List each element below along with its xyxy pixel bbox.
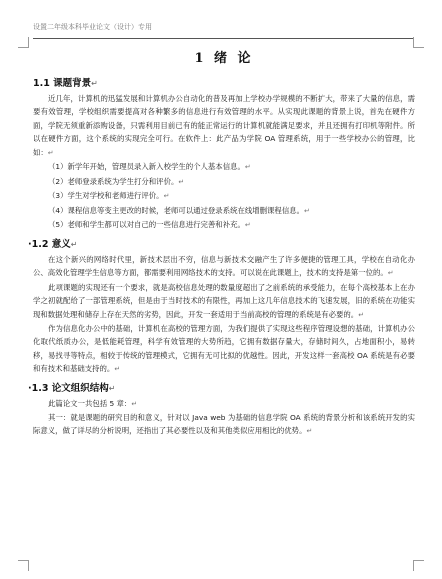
return-mark-icon: ↵ [70, 240, 78, 249]
list-item-text: （5）老师和学生都可以对自己的一些信息进行完善和补充。 [48, 220, 245, 230]
paragraph-text: 其一：就是课题的研究目的和意义，针对以 Java web 为基础的信息学院 OA 系统的背景分析和该系统开发的实际意义，做了详尽的分析说明，还指出了其必要性以及和其他类似应用相比的优势。 [33, 413, 415, 436]
paragraph [33, 322, 415, 377]
section-bullet: · [28, 382, 32, 394]
list-item-text: （4）课程信息等变主更改的时候，老师可以通过登录系统在线增删课程信息。 [48, 205, 304, 215]
section-heading-text: 1.1 课题背景 [33, 78, 92, 89]
return-mark-icon: ↵ [91, 79, 98, 88]
return-mark-icon: ↵ [178, 177, 185, 186]
return-mark-icon: ↵ [244, 221, 251, 230]
paragraph [33, 92, 415, 160]
paragraph-text: 近几年，计算机的迅猛发展和计算机办公自动化的普及再加上学校办学规模的不断扩大，带来了大量的信息，需要有效管理，学校组织需要提高对各种繁多的信息进行有效管理的水平。从实现此课题的背景上说，首先在硬件方面，学院无须重新添购设备，只需利用目前已有的能正常运行的计算机就能满足要求，并且还拥有打印机等附件。所以在硬件方面，这个系统的实现完全可行。在软件上：此产品为学院 OA 管理系统，用于一些学校办公的管理，比如： [33, 94, 415, 157]
list-item-text: （2）老师登录系统为学生打分和评价。 [48, 176, 179, 186]
list-item [33, 175, 415, 190]
section-title-1-1 [33, 75, 415, 89]
paragraph [33, 411, 415, 439]
return-mark-icon: ↵ [306, 427, 313, 436]
paragraph [33, 397, 415, 411]
paragraph-text: 在这个新兴的网络时代里，新技术层出不穷，信息与新技术交融产生了许多便捷的管理工具，学校在自动化办公、高效化管理学生信息等方面，都需要利用网络技术的支持。可以说在此课题上，技术的支持是第一位的。 [33, 255, 415, 278]
list-item-text: （1）新学年开始，管理员录入新入校学生的个人基本信息。 [48, 162, 245, 172]
crop-mark-bottom-right [413, 560, 424, 571]
chapter-title: 1 绪 论 [194, 51, 254, 66]
return-mark-icon: ↵ [114, 365, 121, 374]
list-item [33, 189, 415, 204]
return-mark-icon: ↵ [358, 310, 365, 319]
return-mark-icon: ↵ [131, 399, 138, 408]
list-item-text: （3）学生对学校和老师进行评价。 [48, 191, 164, 201]
return-mark-icon: ↵ [304, 206, 310, 215]
page-content [28, 41, 415, 439]
paragraph-text: 作为信息化办公中的基础，计算机在高校的管理方面，为我们提供了实现这些程序管理设想的基础，计算机办公化取代纸质办公，是低能耗管理，科学有效管理的大势所趋，它拥有数据存量大，存储时间久，占地面积小，易转移，易找寻等特点，相较于传统的管理模式，它拥有无可比拟的优越性。因此，开发这样一套高校 OA 系统是有必要和有技术和基础支持的。 [33, 324, 415, 374]
return-mark-icon: ↵ [108, 383, 116, 393]
paragraph-text: 此篇论文一共包括 5 章： [48, 398, 132, 408]
return-mark-icon: ↵ [244, 163, 251, 172]
crop-mark-top-left [18, 37, 29, 48]
list-item [33, 160, 415, 175]
crop-mark-bottom-left [18, 560, 29, 571]
section-title-1-3 [28, 380, 415, 394]
paragraph [33, 281, 415, 322]
paragraph [33, 253, 415, 281]
page-header: 设置二年级本科毕业论文（设计）专用 [33, 20, 413, 39]
return-mark-icon: ↵ [387, 269, 394, 278]
paragraph-text: 此项课题的实现还有一个要求，就是高校信息处理的数量度超出了之前系统的承受能力，在每个高校基本上在办学之初就配给了一部管理系统，但是由于当时技术的有限性，再加上这几年信息技术的飞速发展，旧的系统在功能实现和数据处理和储存上存在天然的劣势，因此，开发一套适用于当前高校的管理的系统是有必要的。 [33, 282, 415, 319]
list-item [33, 204, 415, 219]
return-mark-icon: ↵ [47, 148, 54, 157]
list-item [33, 218, 415, 233]
section-heading-text: 1.2 意义 [31, 239, 71, 250]
section-title-1-2 [28, 236, 415, 250]
section-heading-text: 1.3 论文组织结构 [31, 382, 109, 394]
section-bullet: · [28, 239, 32, 250]
return-mark-icon: ↵ [163, 192, 170, 201]
